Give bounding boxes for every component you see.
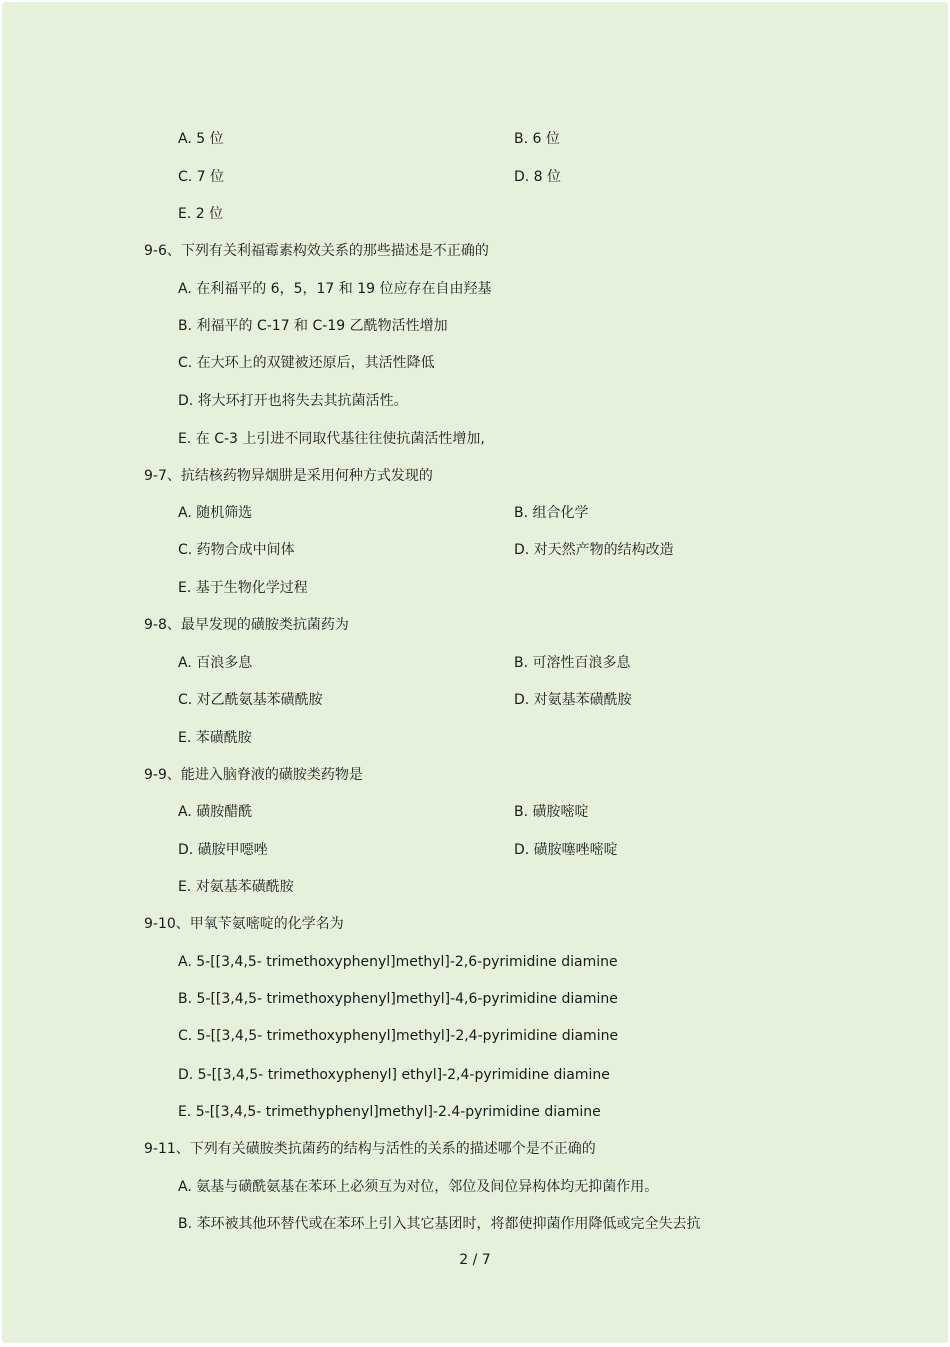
option-line: C. 药物合成中间体 <box>178 542 295 558</box>
option-line: C. 7 位 <box>178 169 225 185</box>
option-line: B. 利福平的 C-17 和 C-19 乙酰物活性增加 <box>178 318 448 334</box>
option-line: B. 可溶性百浪多息 <box>514 655 631 671</box>
question-line: 9-11、下列有关磺胺类抗菌药的结构与活性的关系的描述哪个是不正确的 <box>144 1141 596 1157</box>
option-line: E. 在 C-3 上引进不同取代基往往使抗菌活性增加, <box>178 431 485 447</box>
option-line: B. 5-[[3,4,5- trimethoxyphenyl]methyl]-4,6-pyrimidine diamine <box>178 991 618 1007</box>
option-line: E. 对氨基苯磺酰胺 <box>178 879 294 895</box>
option-line: E. 5-[[3,4,5- trimethyphenyl]methyl]-2.4-pyrimidine diamine <box>178 1104 601 1120</box>
option-line: B. 苯环被其他环替代或在苯环上引入其它基团时，将都使抑菌作用降低或完全失去抗 <box>178 1216 701 1232</box>
option-line: D. 磺胺甲噁唑 <box>178 842 268 858</box>
option-line: C. 在大环上的双键被还原后，其活性降低 <box>178 355 435 371</box>
question-line: 9-8、最早发现的磺胺类抗菌药为 <box>144 617 349 633</box>
option-line: A. 百浪多息 <box>178 655 253 671</box>
option-line: D. 磺胺噻唑嘧啶 <box>514 842 618 858</box>
option-line: A. 5-[[3,4,5- trimethoxyphenyl]methyl]-2,6-pyrimidine diamine <box>178 954 618 970</box>
option-line: E. 苯磺酰胺 <box>178 730 252 746</box>
question-line: 9-6、下列有关利福霉素构效关系的那些描述是不正确的 <box>144 243 489 259</box>
option-line: E. 2 位 <box>178 206 224 222</box>
option-line: E. 基于生物化学过程 <box>178 580 308 596</box>
option-line: A. 随机筛选 <box>178 505 253 521</box>
option-line: B. 组合化学 <box>514 505 589 521</box>
option-line: C. 5-[[3,4,5- trimethoxyphenyl]methyl]-2,4-pyrimidine diamine <box>178 1028 619 1044</box>
option-line: A. 在利福平的 6，5，17 和 19 位应存在自由羟基 <box>178 281 492 297</box>
question-line: 9-9、能进入脑脊液的磺胺类药物是 <box>144 767 363 783</box>
question-line: 9-10、甲氧苄氨嘧啶的化学名为 <box>144 916 344 932</box>
page-number: 2 / 7 <box>459 1252 491 1268</box>
option-line: A. 氨基与磺酰氨基在苯环上必须互为对位，邻位及间位异构体均无抑菌作用。 <box>178 1179 659 1195</box>
option-line: A. 磺胺醋酰 <box>178 804 253 820</box>
option-line: A. 5 位 <box>178 131 224 147</box>
option-line: D. 5-[[3,4,5- trimethoxyphenyl] ethyl]-2,4-pyrimidine diamine <box>178 1067 610 1083</box>
option-line: B. 6 位 <box>514 131 560 147</box>
option-line: D. 将大环打开也将失去其抗菌活性。 <box>178 393 408 409</box>
option-line: D. 对氨基苯磺酰胺 <box>514 692 632 708</box>
document-page <box>2 2 948 1343</box>
option-line: D. 8 位 <box>514 169 562 185</box>
question-line: 9-7、抗结核药物异烟肼是采用何种方式发现的 <box>144 468 433 484</box>
option-line: B. 磺胺嘧啶 <box>514 804 589 820</box>
option-line: C. 对乙酰氨基苯磺酰胺 <box>178 692 323 708</box>
option-line: D. 对天然产物的结构改造 <box>514 542 674 558</box>
